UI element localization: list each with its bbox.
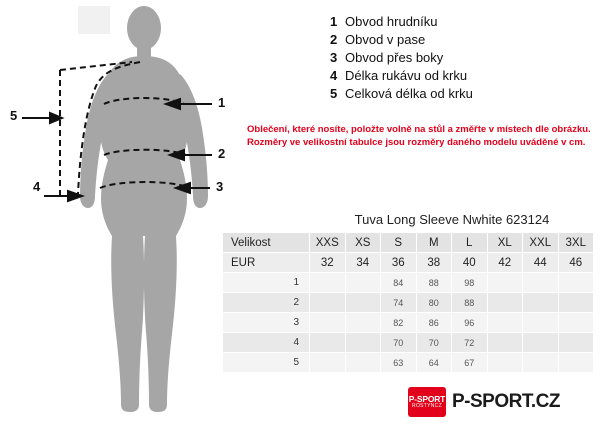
- row-2-cell-6: [523, 313, 559, 333]
- table-header-cell-2: XS: [345, 233, 381, 253]
- size-table-wrapper: [222, 232, 594, 373]
- table-header-cell-3: S: [381, 233, 417, 253]
- figure-label-5: 5: [10, 108, 18, 123]
- eur-cell-2: 34: [345, 253, 381, 273]
- table-row: [223, 273, 594, 293]
- row-3-cell-4: 72: [452, 333, 488, 353]
- figure-label-4: 4: [33, 179, 41, 194]
- table-row: [223, 293, 594, 313]
- row-3-cell-5: [487, 333, 523, 353]
- figure-label-1: 1: [218, 95, 226, 110]
- brand-logo: [408, 386, 590, 418]
- row-1-cell-0: [310, 293, 346, 313]
- measurement-note-line-1: Oblečení, které nosíte, položte volně na stůl a změřte v místech dle obrázku.: [247, 124, 591, 135]
- row-4-cell-2: 63: [381, 353, 417, 373]
- legend-label-1: Obvod hrudníku: [345, 14, 438, 29]
- legend-label-4: Délka rukávu od krku: [345, 68, 468, 83]
- legend-number-4: 4: [330, 68, 338, 83]
- row-2-cell-7: [558, 313, 594, 333]
- row-3-cell-6: [523, 333, 559, 353]
- eur-cell-7: 44: [523, 253, 559, 273]
- row-0-cell-3: 88: [416, 273, 452, 293]
- row-3-cell-3: 70: [416, 333, 452, 353]
- table-header-cell-7: XXL: [523, 233, 559, 253]
- table-header-cell-8: 3XL: [558, 233, 594, 253]
- row-2-cell-1: [345, 313, 381, 333]
- legend-label-3: Obvod přes boky: [345, 50, 444, 65]
- legend-number-2: 2: [330, 32, 338, 47]
- row-label: 3: [223, 313, 310, 333]
- figure-label-3: 3: [216, 179, 224, 194]
- legend-number-3: 3: [330, 50, 338, 65]
- row-1-cell-6: [523, 293, 559, 313]
- legend-item-5: [330, 86, 592, 101]
- legend-item-2: [330, 32, 592, 47]
- eur-cell-6: 42: [487, 253, 523, 273]
- row-3-cell-2: 70: [381, 333, 417, 353]
- eur-cell-4: 38: [416, 253, 452, 273]
- row-2-cell-2: 82: [381, 313, 417, 333]
- legend-item-3: [330, 50, 592, 65]
- row-0-cell-4: 98: [452, 273, 488, 293]
- size-table: [222, 232, 594, 373]
- row-0-cell-0: [310, 273, 346, 293]
- row-4-cell-0: [310, 353, 346, 373]
- row-label: 2: [223, 293, 310, 313]
- legend-number-1: 1: [330, 14, 338, 29]
- row-2-cell-3: 86: [416, 313, 452, 333]
- row-4-cell-1: [345, 353, 381, 373]
- measurement-legend: [330, 14, 592, 104]
- table-row: [223, 333, 594, 353]
- eur-cell-0: EUR: [223, 253, 310, 273]
- row-2-cell-0: [310, 313, 346, 333]
- row-0-cell-7: [558, 273, 594, 293]
- badge-line-1: P-SPORT: [408, 393, 446, 404]
- badge-line-2: ROSTYNCZ: [412, 402, 442, 409]
- row-2-cell-4: 96: [452, 313, 488, 333]
- product-title: Tuva Long Sleeve Nwhite 623124: [354, 212, 550, 227]
- row-label: 1: [223, 273, 310, 293]
- row-0-cell-1: [345, 273, 381, 293]
- eur-cell-5: 40: [452, 253, 488, 273]
- row-1-cell-2: 74: [381, 293, 417, 313]
- row-3-cell-7: [558, 333, 594, 353]
- table-row: [223, 313, 594, 333]
- table-header-cell-5: L: [452, 233, 488, 253]
- row-label: 5: [223, 353, 310, 373]
- table-header-cell-4: M: [416, 233, 452, 253]
- measurement-note-line-2: Rozměry ve velikostní tabulce jsou rozměry daného modelu uváděné v cm.: [247, 136, 586, 148]
- row-4-cell-7: [558, 353, 594, 373]
- row-4-cell-6: [523, 353, 559, 373]
- brand-logo-text: P-SPORT.CZ: [452, 391, 560, 412]
- legend-item-1: [330, 14, 592, 29]
- legend-number-5: 5: [330, 86, 338, 101]
- table-header-row: [223, 233, 594, 253]
- row-2-cell-5: [487, 313, 523, 333]
- row-1-cell-7: [558, 293, 594, 313]
- eur-cell-3: 36: [381, 253, 417, 273]
- row-1-cell-3: 80: [416, 293, 452, 313]
- eur-cell-1: 32: [310, 253, 346, 273]
- table-header-cell-6: XL: [487, 233, 523, 253]
- row-4-cell-3: 64: [416, 353, 452, 373]
- row-4-cell-5: [487, 353, 523, 373]
- row-1-cell-1: [345, 293, 381, 313]
- table-header-cell-1: XXS: [310, 233, 346, 253]
- p-sport-badge-icon: [408, 387, 446, 417]
- row-0-cell-6: [523, 273, 559, 293]
- table-header-cell-0: Velikost: [223, 233, 310, 253]
- row-1-cell-5: [487, 293, 523, 313]
- row-4-cell-4: 67: [452, 353, 488, 373]
- row-1-cell-4: 88: [452, 293, 488, 313]
- table-row-eur: [223, 253, 594, 273]
- row-0-cell-5: [487, 273, 523, 293]
- measurement-note: [247, 124, 595, 150]
- figure-label-2: 2: [218, 146, 226, 161]
- silhouette-shape: [80, 6, 208, 412]
- row-3-cell-0: [310, 333, 346, 353]
- legend-item-4: [330, 68, 592, 83]
- legend-label-5: Celková délka od krku: [345, 86, 473, 101]
- row-3-cell-1: [345, 333, 381, 353]
- legend-label-2: Obvod v pase: [345, 32, 426, 47]
- eur-cell-8: 46: [558, 253, 594, 273]
- table-row: [223, 353, 594, 373]
- row-label: 4: [223, 333, 310, 353]
- row-0-cell-2: 84: [381, 273, 417, 293]
